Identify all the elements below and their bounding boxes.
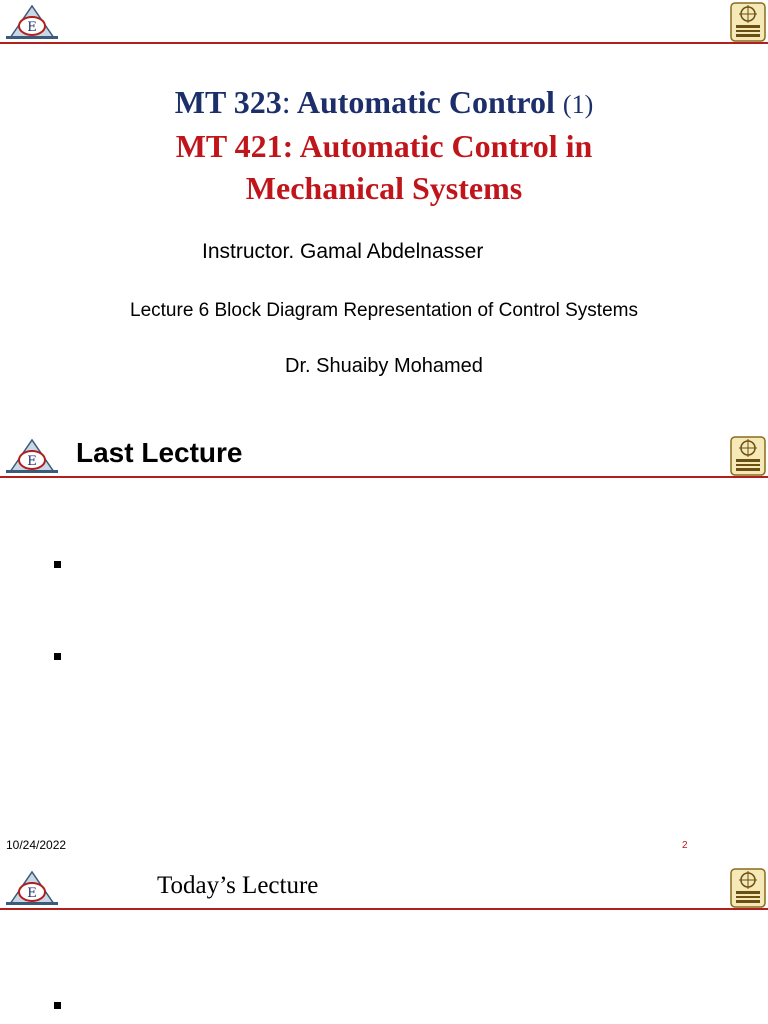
faculty-logo-icon [4, 2, 60, 40]
course-code: MT 323 [174, 84, 282, 120]
course-title-primary [0, 84, 768, 121]
course-name: Automatic Control [296, 84, 555, 120]
header-rule [0, 476, 768, 478]
bullet-point [54, 653, 61, 660]
university-seal-icon [730, 2, 766, 42]
footer-date: 10/24/2022 [6, 838, 67, 852]
footer-page-number: 2 [682, 840, 688, 851]
header-rule [0, 908, 768, 910]
course-separator: : [281, 84, 291, 120]
faculty-logo-icon [4, 868, 60, 906]
lecture-title: Lecture 6 Block Diagram Representation of Control Systems [130, 300, 638, 321]
bullet-point [54, 561, 61, 568]
course-suffix: (1) [562, 90, 594, 119]
header-rule [0, 42, 768, 44]
slide-heading: Last Lecture [76, 437, 243, 468]
faculty-logo-icon [4, 436, 60, 474]
bullet-point [54, 1002, 61, 1009]
course-title-secondary-line2: Mechanical Systems [245, 170, 523, 206]
university-seal-icon [730, 436, 766, 476]
course-title-secondary-line1: MT 421: Automatic Control in [175, 128, 593, 164]
lecturer-name: Dr. Shuaiby Mohamed [285, 355, 483, 377]
university-seal-icon [730, 868, 766, 908]
slide-heading: Today’s Lecture [157, 872, 319, 899]
instructor-name: Instructor. Gamal Abdelnasser [202, 240, 484, 263]
